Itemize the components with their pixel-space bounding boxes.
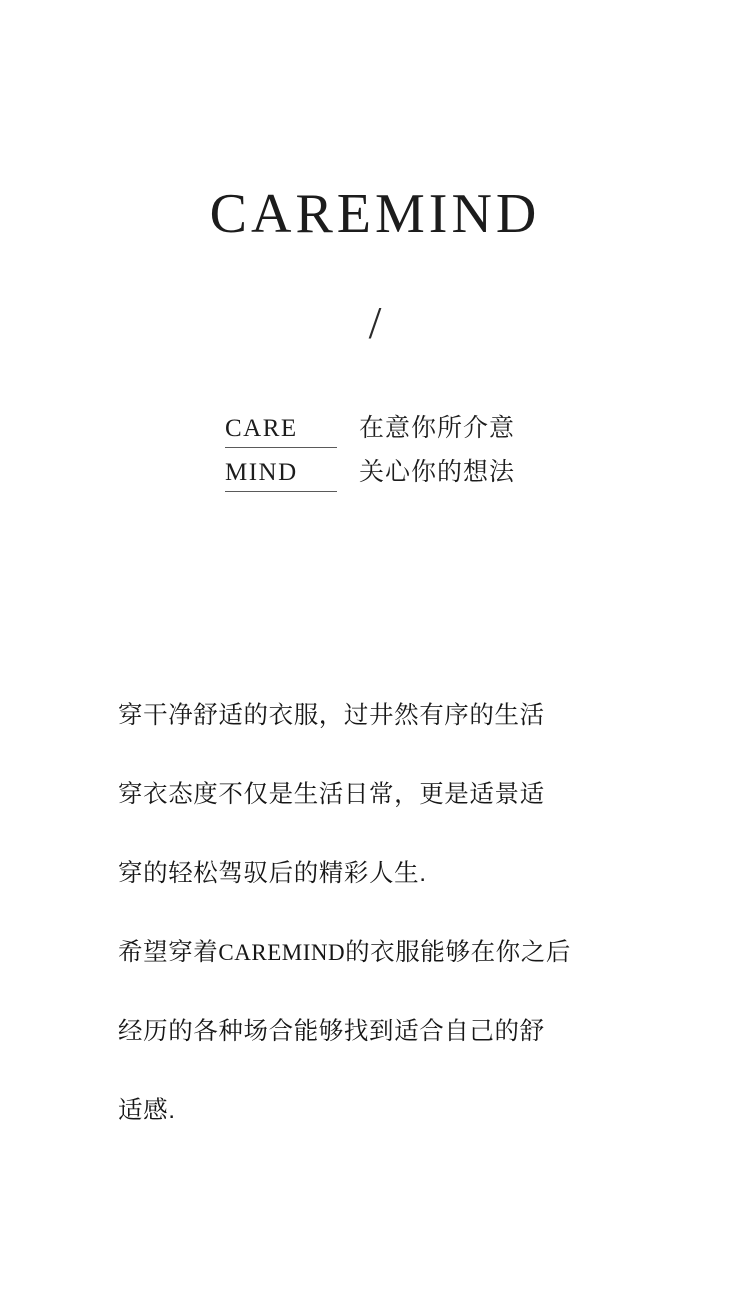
copy-line-suffix: 的衣服能够在你之后 [345,939,571,966]
copy-line-prefix: 希望穿着 [118,939,219,966]
tagline-row [225,414,555,448]
tagline-en-mind: MIND [225,459,337,492]
copy-line: 穿干净舒适的衣服，过井然有序的生活 [118,702,545,729]
copy-line: 穿的轻松驾驭后的精彩人生. [118,860,427,887]
tagline-en-care: CARE [225,415,337,448]
copy-line-with-brand [118,913,638,992]
brand-block [0,183,750,245]
copy-line: 经历的各种场合能够找到适合自己的舒 [118,1018,545,1045]
tagline-cn-care: 在意你所介意 [359,414,516,442]
tagline-block [225,414,555,502]
copy-line: 适感. [118,1097,176,1124]
tagline-row [225,458,555,492]
tagline-cn-mind: 关心你的想法 [359,457,516,486]
slash-divider: / [368,297,382,348]
inline-brand-name: CAREMIND [218,940,346,965]
brand-title: CAREMIND [209,183,541,245]
body-copy [118,676,638,1150]
copy-line: 穿衣态度不仅是生活日常，更是适景适 [118,781,545,808]
